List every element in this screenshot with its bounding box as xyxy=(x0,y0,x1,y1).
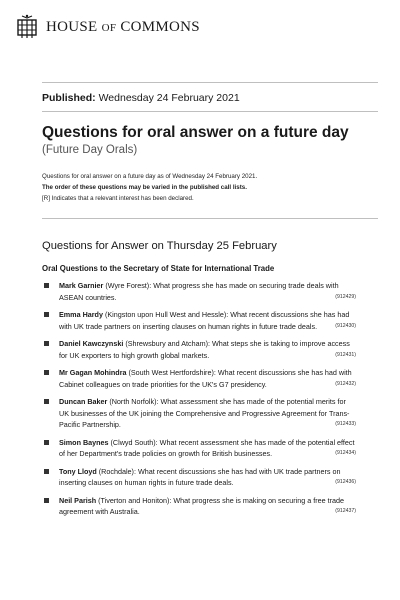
question-text: What recent discussions she has had with UK trade partners on inserting clauses on human rights in future trade deals. xyxy=(59,466,341,487)
document-subtitle: (Future Day Orals) xyxy=(42,144,138,156)
question-ref: (912437) xyxy=(335,508,356,514)
question-ref: (912430) xyxy=(335,322,356,329)
question-item xyxy=(42,280,356,303)
question-mp: Mr Gagan Mohindra xyxy=(59,368,127,377)
question-mp: Mark Garnier xyxy=(59,281,104,290)
published-date: Wednesday 24 February 2021 xyxy=(95,92,240,104)
question-item xyxy=(42,466,356,489)
question-mp: Neil Parish xyxy=(59,495,97,505)
question-item xyxy=(42,396,356,431)
question-text: What recent discussions she has had with Cabinet colleagues on trade priorities for the UK's G7 presidency. xyxy=(59,368,352,389)
bullet-icon xyxy=(44,341,49,346)
divider-published xyxy=(42,111,378,112)
question-constituency: (North Norfolk): xyxy=(107,397,161,406)
question-constituency: (Tiverton and Honiton): xyxy=(96,495,174,505)
question-item xyxy=(42,338,356,361)
question-mp: Simon Baynes xyxy=(59,437,109,447)
question-ref: (912436) xyxy=(335,479,356,485)
question-ref: (912429) xyxy=(335,293,356,300)
intro-notes xyxy=(42,171,257,204)
document-title: Questions for oral answer on a future day xyxy=(42,124,349,141)
question-constituency: (Rochdale): xyxy=(96,466,138,476)
question-list xyxy=(42,280,356,524)
question-constituency: (Shrewsbury and Atcham): xyxy=(123,339,213,348)
question-ref: (912432) xyxy=(335,380,356,387)
question-mp: Duncan Baker xyxy=(59,397,108,406)
divider-top xyxy=(42,82,378,83)
question-ref: (912433) xyxy=(335,421,356,427)
question-text: What steps she is taking to improve access for UK exporters to high growth global markets. xyxy=(59,339,350,360)
bullet-icon xyxy=(44,469,49,474)
question-text: What recent discussions she has had with UK trade partners on inserting clauses on human rights in future trade deals. xyxy=(59,310,350,331)
wordmark-house: HOUSE xyxy=(46,18,98,35)
intro-line-1: Questions for oral answer on a future day as of Wednesday 24 February 2021. xyxy=(42,173,258,180)
question-ref: (912431) xyxy=(335,351,356,358)
intro-line-2: The order of these questions may be varied in the published call lists. xyxy=(42,184,247,191)
bullet-icon xyxy=(44,370,49,375)
bullet-icon xyxy=(44,498,49,503)
question-item xyxy=(42,367,356,390)
wordmark-of: OF xyxy=(101,21,117,34)
question-item xyxy=(42,495,356,518)
question-constituency: (Clwyd South): xyxy=(108,437,160,447)
question-text: What recent assessment she has made of the potential effect of her Department's trade policies on growth for British businesses. xyxy=(59,437,355,458)
question-text: What assessment she has made of the potential merits for UK businesses of the UK joining the Comprehensive and Progressive Agreement for Trans-Pacific Partnership. xyxy=(59,397,350,429)
question-item xyxy=(42,309,356,332)
house-of-commons-header xyxy=(16,14,200,40)
section-subheading: Oral Questions to the Secretary of State for International Trade xyxy=(42,264,275,273)
bullet-icon xyxy=(44,283,49,288)
question-mp: Emma Hardy xyxy=(59,310,103,319)
wordmark-commons: COMMONS xyxy=(120,18,200,35)
question-text: What progress she is making on securing a free trade agreement with Australia. xyxy=(59,495,344,516)
bullet-icon xyxy=(44,399,49,404)
published-label: Published: xyxy=(42,92,96,104)
question-ref: (912434) xyxy=(335,450,356,456)
section-heading: Questions for Answer on Thursday 25 February xyxy=(42,240,277,252)
question-text: What progress she has made on securing trade deals with ASEAN countries. xyxy=(59,281,339,302)
published-line xyxy=(42,92,240,104)
question-mp: Tony Lloyd xyxy=(59,466,97,476)
question-mp: Daniel Kawczynski xyxy=(59,339,124,348)
question-item xyxy=(42,437,356,460)
question-constituency: (South West Hertfordshire): xyxy=(126,368,218,377)
question-constituency: (Wyre Forest): xyxy=(103,281,154,290)
intro-line-3: [R] Indicates that a relevant interest has been declared. xyxy=(42,195,194,202)
bullet-icon xyxy=(44,440,49,445)
bullet-icon xyxy=(44,312,49,317)
divider-section xyxy=(42,218,378,219)
portcullis-logo-icon xyxy=(16,14,38,40)
house-of-commons-wordmark xyxy=(46,19,200,36)
question-constituency: (Kingston upon Hull West and Hessle): xyxy=(102,310,231,319)
